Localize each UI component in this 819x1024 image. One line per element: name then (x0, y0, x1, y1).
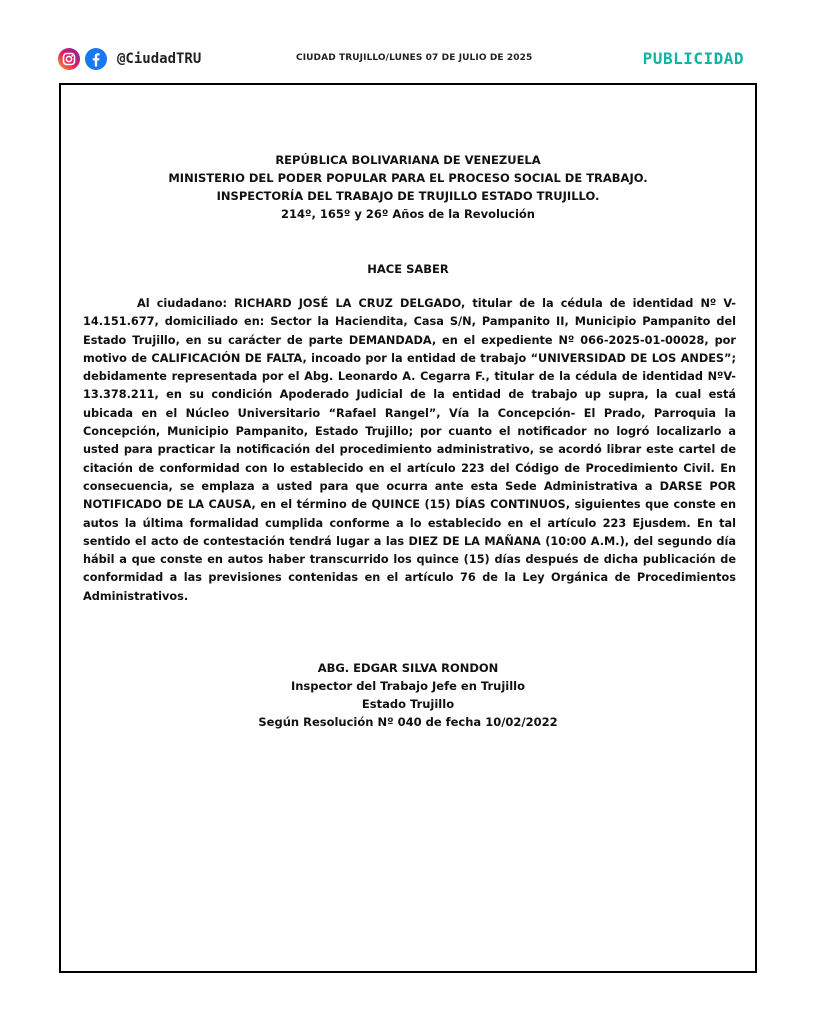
signature-line: ABG. EDGAR SILVA RONDON (317, 661, 499, 675)
heading-line: INSPECTORÍA DEL TRABAJO DE TRUJILLO ESTADO TRUJILLO. (216, 189, 600, 203)
facebook-icon[interactable] (85, 48, 107, 70)
notice-body: Al ciudadano: RICHARD JOSÉ LA CRUZ DELGADO, titular de la cédula de identidad Nº V-14.151.677, domiciliado en: Sector la Haciendita, Casa S/N, Pampanito II, Municipio Pampanito del Estado Trujillo, en su carácter de parte DEMANDADA, en el expediente Nº 066-2025-01-00028, por motivo de CALIFICACIÓN DE FALTA, incoado por la entidad de trabajo “UNIVERSIDAD DE LOS ANDES”; debidamente representada por el Abg. Leonardo A. Cegarra F., titular de la cédula de identidad NºV-13.378.211, en su condición Apoderado Judicial de la entidad de trabajo up supra, la cual está ubicada en el Núcleo Universitario “Rafael Rangel”, Vía la Concepción- El Prado, Parroquia la Concepción, Municipio Pampanito, Estado Trujillo; por cuanto el notificador no logró localizarlo a usted para practicar la notificación del procedimiento administrativo, se acordó librar este cartel de citación de conformidad con lo establecido en el artículo 223 del Código de Procedimiento Civil. En consecuencia, se emplaza a usted para que ocurra ante esta Sede Administrativa a DARSE POR NOTIFICADO DE LA CAUSA, en el término de QUINCE (15) DÍAS CONTINUOS, siguientes que conste en autos la última formalidad cumplida conforme a lo establecido en el artículo 223 Ejusdem. En tal sentido el acto de contestación tendrá lugar a las DIEZ DE LA MAÑANA (10:00 A.M.), del segundo día hábil a que conste en autos haber transcurrido los quince (15) días después de dicha publicación de conformidad a las previsiones contenidas en el artículo 76 de la Ley Orgánica de Procedimientos Administrativos. (83, 297, 736, 603)
signature-block (61, 659, 755, 731)
instagram-icon[interactable] (58, 48, 80, 70)
heading-line: MINISTERIO DEL PODER POPULAR PARA EL PROCESO SOCIAL DE TRABAJO. (168, 171, 648, 185)
publicidad-badge: PUBLICIDAD (642, 49, 744, 68)
social-bar (58, 48, 201, 70)
notice-frame (59, 83, 757, 973)
notice-heading (61, 151, 755, 223)
page-header (58, 44, 758, 76)
signature-line: Estado Trujillo (361, 697, 455, 711)
signature-line: Inspector del Trabajo Jefe en Trujillo (290, 679, 526, 693)
notice-title: HACE SABER (367, 262, 449, 276)
dateline: CIUDAD TRUJILLO/LUNES 07 DE JULIO DE 2025 (296, 53, 533, 63)
signature-line: Según Resolución Nº 040 de fecha 10/02/2022 (258, 715, 558, 729)
heading-line: REPÚBLICA BOLIVARIANA DE VENEZUELA (275, 153, 541, 167)
heading-line: 214º, 165º y 26º Años de la Revolución (281, 207, 535, 221)
social-handle[interactable]: @CiudadTRU (117, 51, 202, 67)
